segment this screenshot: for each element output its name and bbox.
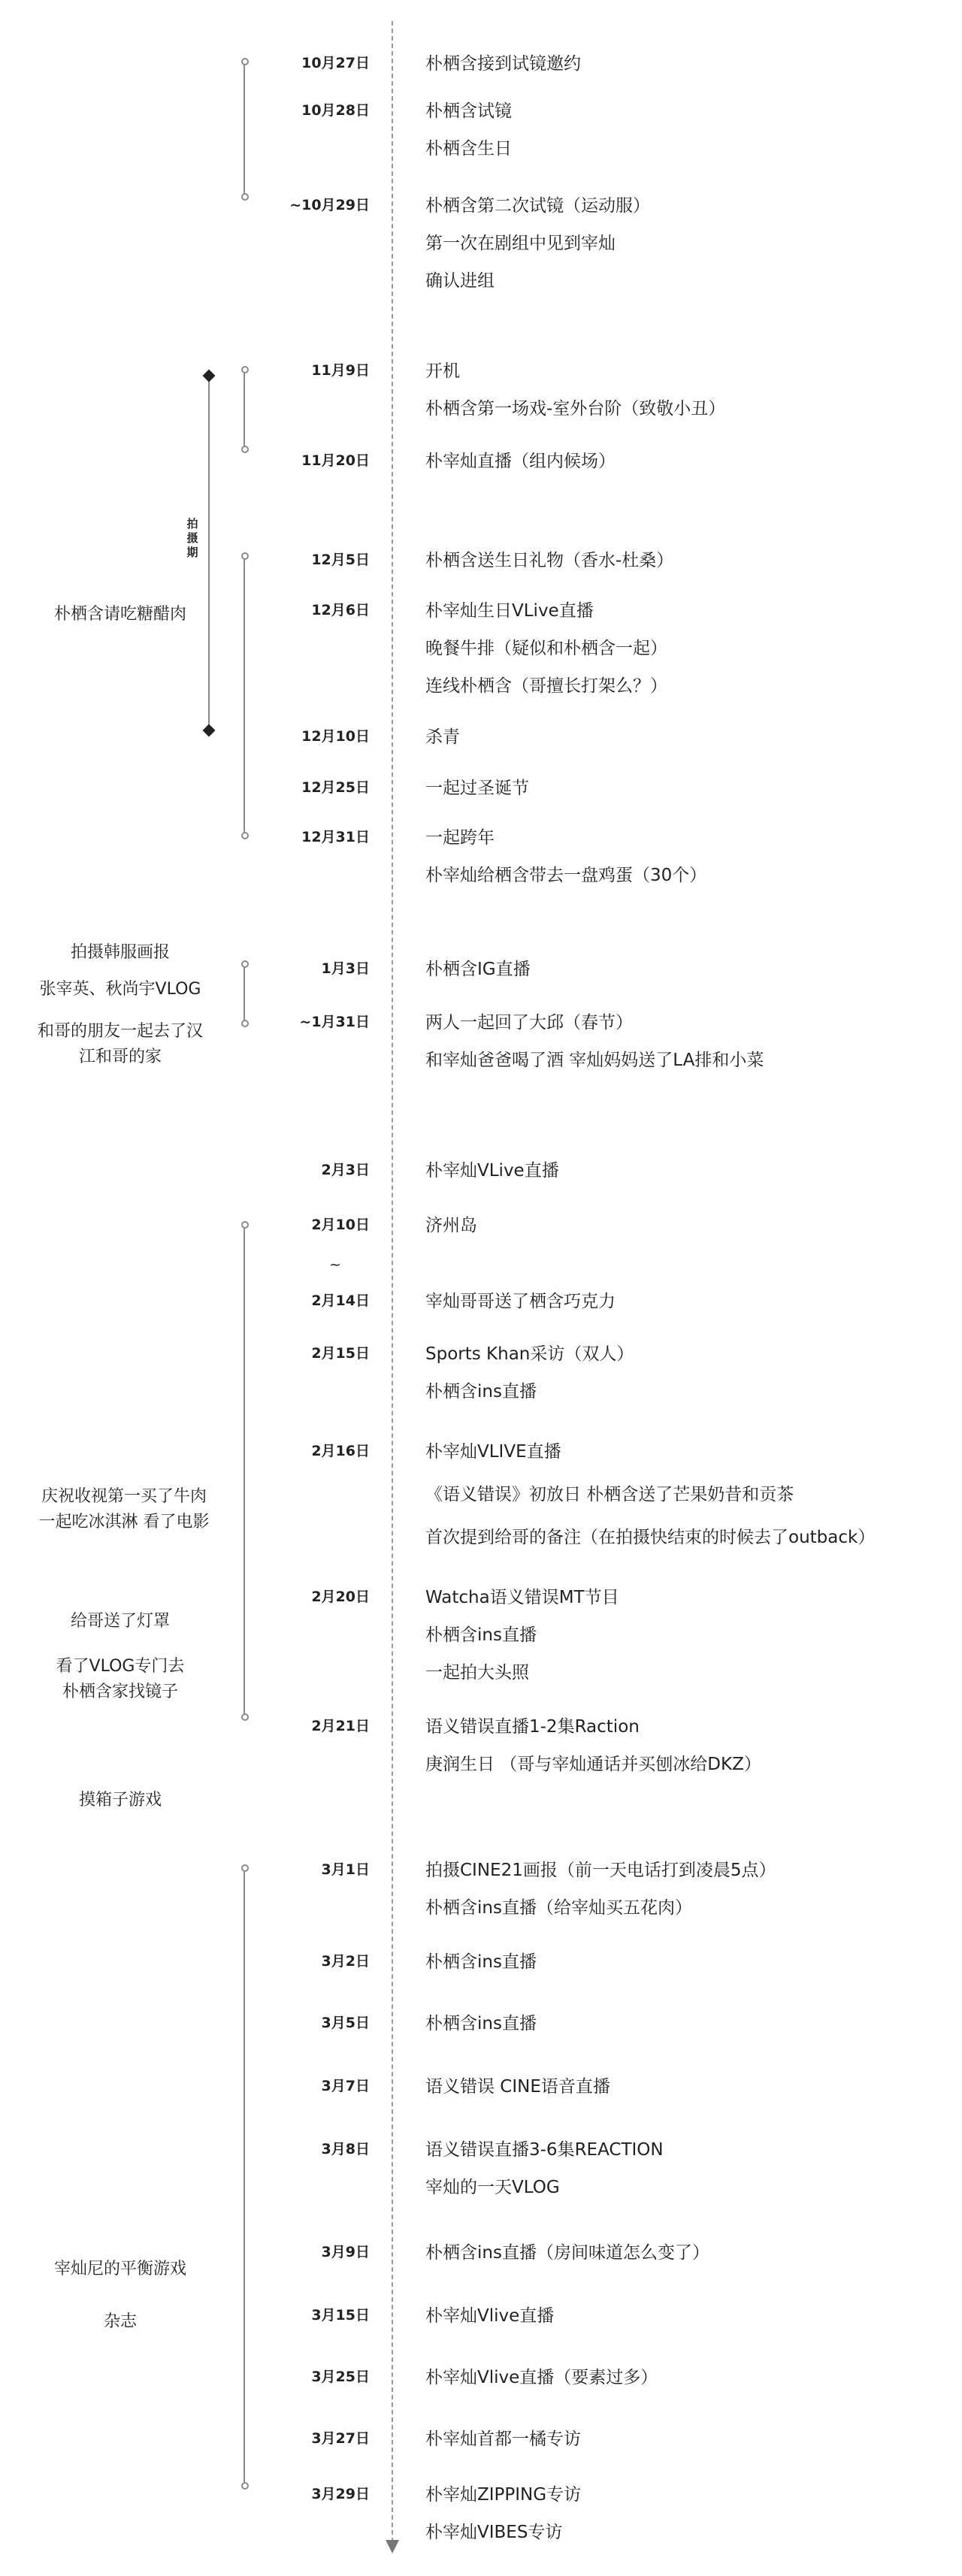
group-line-1 (244, 62, 245, 197)
entry-event: 朴栖含送生日礼物（香水-杜桑） (425, 551, 674, 570)
group-line-2 (244, 370, 245, 449)
entry-date: 3月9日 (321, 2244, 370, 2260)
entry-date: 2月3日 (321, 1162, 370, 1178)
side-note: 摸箱子游戏 (78, 1791, 162, 1810)
entry-date: ~1月31日 (299, 1014, 370, 1030)
entry-event: 朴宰灿VLive直播 (425, 1161, 559, 1181)
entry-event: 语义错误直播1-2集Raction (425, 1717, 640, 1737)
side-note: 朴栖含请吃糖醋肉 (53, 605, 186, 624)
entry-event: 杀青 (425, 727, 460, 747)
entry-date: 3月8日 (321, 2141, 370, 2157)
group-line-3 (244, 556, 245, 836)
entry-event: 朴栖含ins直播（房间味道怎么变了） (425, 2243, 709, 2263)
entry-event: 朴栖含IG直播 (425, 960, 531, 979)
entry-event: 首次提到给哥的备注（在拍摄快结束的时候去了outback） (425, 1528, 876, 1547)
entry-event: 两人一起回了大邱（春节） (425, 1013, 633, 1033)
main-timeline-axis (392, 21, 393, 2542)
entry-event: 一起过圣诞节 (425, 779, 529, 798)
side-note: 庆祝收视第一买了牛肉 (41, 1487, 207, 1506)
side-note: 拍摄韩服画报 (70, 943, 170, 962)
entry-date: 3月15日 (311, 2307, 370, 2324)
entry-event: Watcha语义错误MT节目 (425, 1588, 619, 1607)
group-end-dot (241, 193, 249, 201)
entry-event: 朴宰灿VLIVE直播 (425, 1442, 561, 1462)
entry-date: 3月2日 (321, 1953, 370, 1970)
entry-event: 朴栖含生日 (425, 139, 512, 159)
entry-date: 12月5日 (311, 552, 370, 568)
group-start-dot (241, 58, 249, 65)
entry-date: ~10月29日 (289, 197, 370, 213)
entry-event: 朴宰灿ZIPPING专访 (425, 2485, 582, 2505)
side-note: 一起吃冰淇淋 看了电影 (38, 1513, 210, 1531)
entry-event: 和宰灿爸爸喝了酒 宰灿妈妈送了LA排和小菜 (425, 1051, 764, 1070)
entry-event: 宰灿的一天VLOG (425, 2178, 560, 2197)
entry-date: 10月28日 (301, 102, 370, 119)
side-note: 宰灿尼的平衡游戏 (53, 2260, 186, 2278)
entry-event: 朴栖含ins直播 (425, 1625, 537, 1645)
entry-event: 朴宰灿Vlive直播 (425, 2306, 555, 2326)
entry-event: 《语义错误》初放日 朴栖含送了芒果奶昔和贡茶 (425, 1485, 794, 1504)
date-range-tilde: ~ (329, 1256, 341, 1273)
entry-event: 朴宰灿首都一橘专访 (425, 2429, 581, 2449)
group-line-6 (244, 1868, 245, 2486)
entry-date: 3月25日 (311, 2369, 370, 2385)
entry-event: 朴栖含ins直播（给宰灿买五花肉） (425, 1898, 692, 1918)
entry-event: 确认进组 (425, 271, 495, 291)
group-start-dot (241, 1864, 249, 1872)
entry-event: 庚润生日 （哥与宰灿通话并买刨冰给DKZ） (425, 1755, 761, 1774)
side-note: 给哥送了灯罩 (70, 1612, 170, 1631)
entry-date: 12月31日 (301, 829, 370, 845)
shooting-period-label: 拍摄期 (186, 517, 198, 559)
entry-event: 宰灿哥哥送了栖含巧克力 (425, 1292, 616, 1311)
group-end-dot (241, 2482, 249, 2490)
group-end-dot (241, 832, 249, 839)
entry-date: 1月3日 (321, 960, 370, 977)
entry-date: 12月10日 (301, 728, 370, 745)
entry-event: 朴宰灿Vlive直播（要素过多） (425, 2368, 658, 2387)
entry-date: 3月29日 (311, 2486, 370, 2502)
entry-event: 朴栖含试镜 (425, 101, 512, 121)
side-note: 江和哥的家 (78, 1048, 162, 1066)
side-note: 杂志 (103, 2312, 137, 2331)
entry-date: 3月27日 (311, 2430, 370, 2447)
entry-event: 一起跨年 (425, 828, 495, 848)
group-start-dot (241, 366, 249, 373)
entry-date: 2月14日 (311, 1293, 370, 1309)
entry-date: 2月21日 (311, 1718, 370, 1734)
entry-event: 朴宰灿直播（组内候场） (425, 452, 616, 471)
entry-event: 晚餐牛排（疑似和朴栖含一起） (425, 639, 667, 658)
entry-date: 12月25日 (301, 779, 370, 796)
entry-event: 朴栖含ins直播 (425, 1382, 537, 1401)
group-end-dot (241, 1713, 249, 1721)
entry-event: 朴宰灿生日VLive直播 (425, 601, 594, 621)
group-line-4 (244, 964, 245, 1023)
entry-event: 朴栖含ins直播 (425, 1952, 537, 1972)
group-start-dot (241, 552, 249, 560)
side-note: 朴栖含家找镜子 (62, 1683, 178, 1701)
entry-date: 11月9日 (311, 362, 370, 379)
entry-event: 朴栖含接到试镜邀约 (425, 54, 581, 74)
entry-event: 语义错误直播3-6集REACTION (425, 2140, 664, 2160)
entry-date: 2月10日 (311, 1217, 370, 1233)
entry-event: 朴宰灿给栖含带去一盘鸡蛋（30个） (425, 866, 707, 885)
period-start-diamond-icon (203, 370, 216, 382)
side-note: 张宰英、秋尚宇VLOG (39, 980, 201, 999)
entry-date: 3月7日 (321, 2078, 370, 2094)
entry-date: 2月16日 (311, 1443, 370, 1459)
entry-event: 一起拍大头照 (425, 1663, 529, 1683)
entry-event: 朴栖含第一场戏-室外台阶（致敬小丑） (425, 399, 726, 419)
entry-event: 语义错误 CINE语音直播 (425, 2077, 610, 2097)
entry-event: 朴栖含ins直播 (425, 2014, 537, 2033)
entry-event: 朴栖含第二次试镜（运动服） (425, 196, 650, 216)
entry-event: 拍摄CINE21画报（前一天电话打到凌晨5点） (425, 1861, 776, 1880)
group-start-dot (241, 1221, 249, 1229)
shooting-period-line (208, 376, 210, 730)
group-line-5 (244, 1225, 245, 1717)
entry-event: 济州岛 (425, 1216, 477, 1235)
entry-event: Sports Khan采访（双人） (425, 1344, 634, 1364)
entry-event: 朴宰灿VIBES专访 (425, 2523, 563, 2542)
group-end-dot (241, 1020, 249, 1027)
entry-event: 开机 (425, 361, 460, 381)
entry-date: 3月5日 (321, 2015, 370, 2031)
entry-event: 连线朴栖含（哥擅长打架么？） (425, 676, 667, 696)
entry-date: 10月27日 (301, 55, 370, 71)
period-end-diamond-icon (203, 724, 216, 737)
entry-date: 11月20日 (301, 452, 370, 469)
entry-date: 2月15日 (311, 1345, 370, 1362)
entry-date: 12月6日 (311, 602, 370, 618)
side-note: 看了VLOG专门去 (56, 1657, 185, 1676)
group-end-dot (241, 446, 249, 453)
side-note: 和哥的朋友一起去了汉 (37, 1022, 203, 1041)
timeline-arrow-down-icon (386, 2540, 399, 2553)
entry-event: 第一次在剧组中见到宰灿 (425, 234, 616, 253)
entry-date: 2月20日 (311, 1589, 370, 1605)
entry-date: 3月1日 (321, 1861, 370, 1878)
group-start-dot (241, 960, 249, 968)
